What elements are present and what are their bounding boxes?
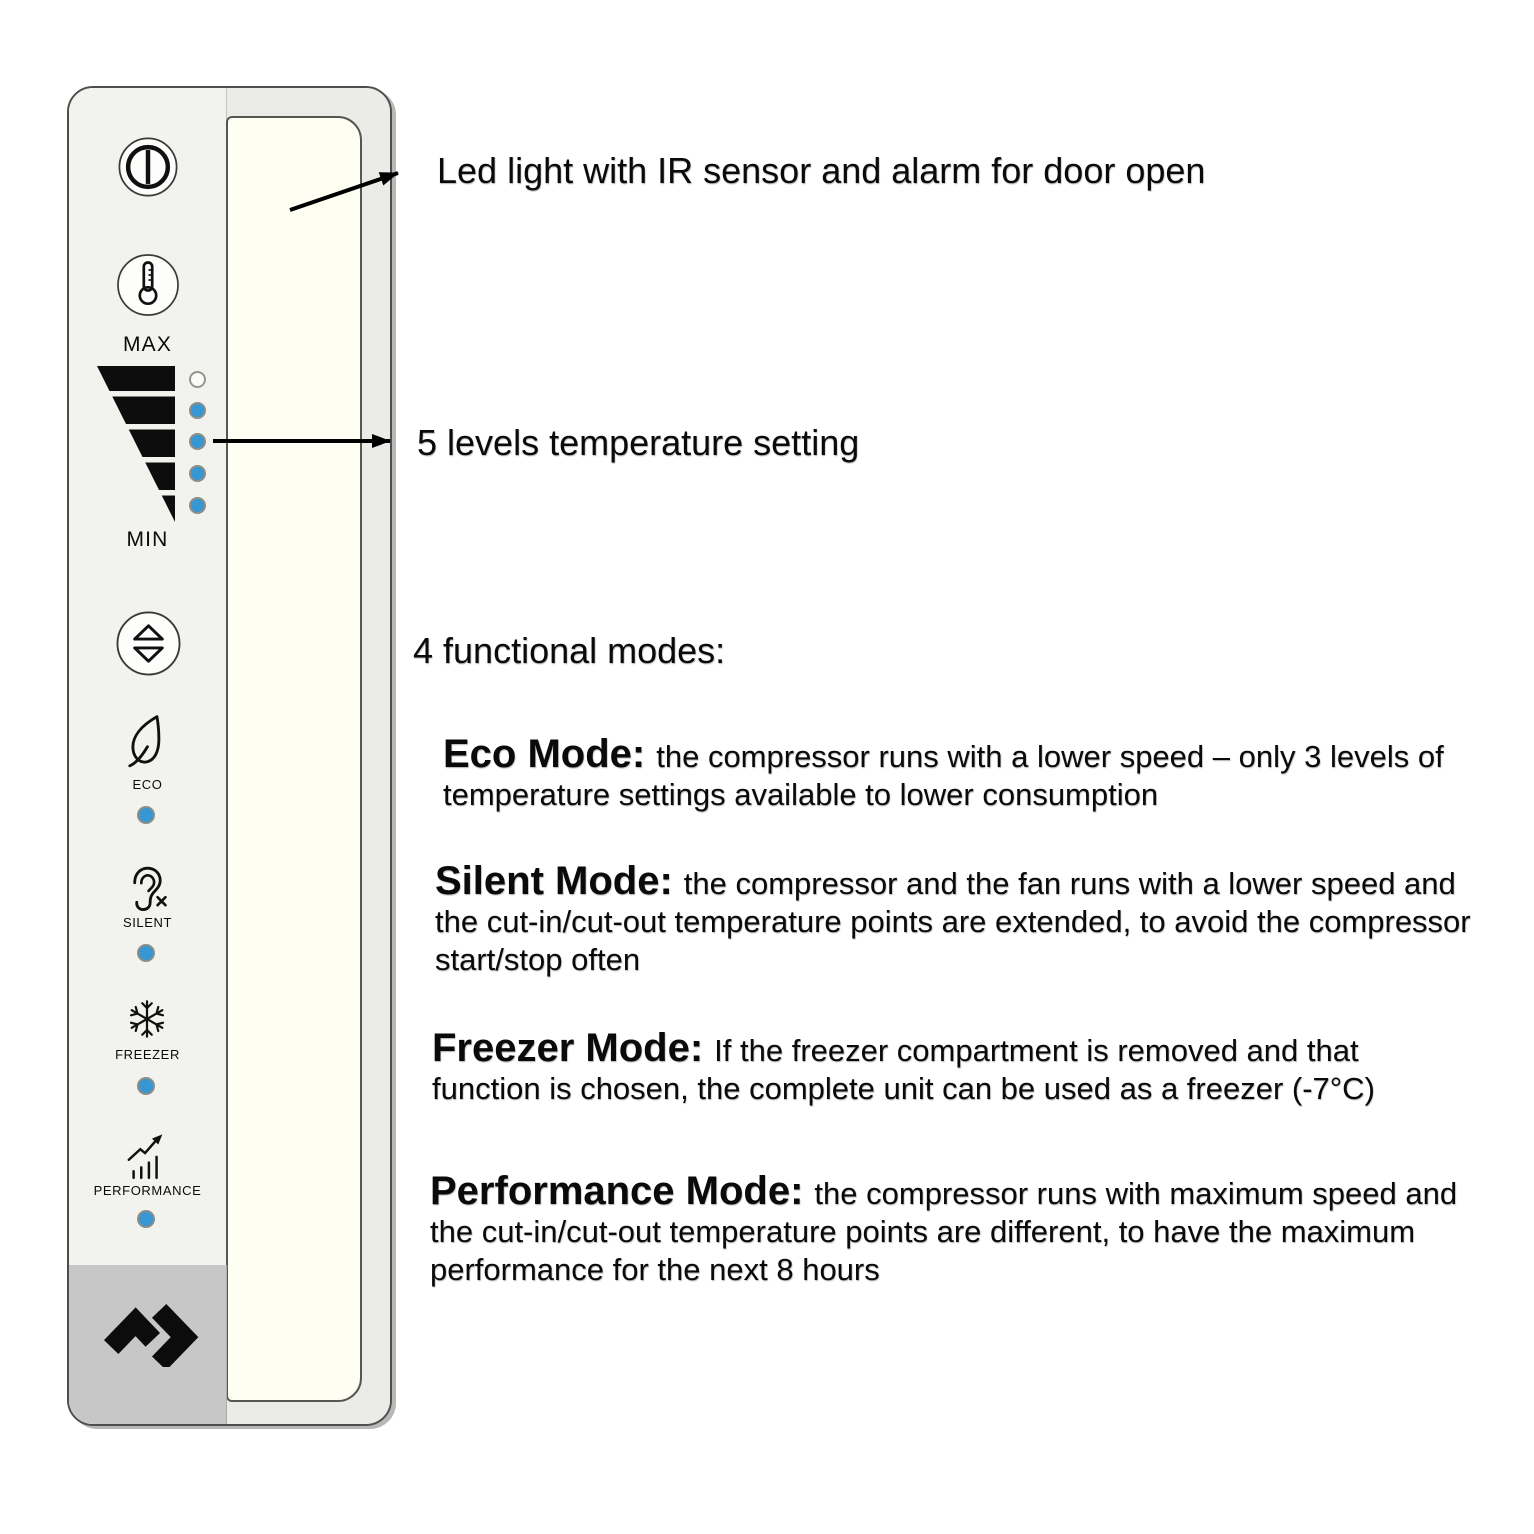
performance-mode-heading: Performance Mode: <box>430 1169 804 1213</box>
silent-mode-description <box>435 859 1475 979</box>
temp-max-label: MAX <box>122 333 173 356</box>
led-light-arrow <box>290 173 398 210</box>
silent-mode-heading: Silent Mode: <box>435 859 673 903</box>
eco-mode-body: the compressor runs with a lower speed – only 3 levels of temperature settings available to lower consumption <box>443 739 1444 812</box>
silent-mode-body: the compressor and the fan runs with a lower speed and the cut-in/cut-out temperature points are extended, to avoid the compressor start/stop often <box>435 866 1471 977</box>
modes-title: 4 functional modes: <box>413 630 726 671</box>
led-light-annotation: Led light with IR sensor and alarm for door open <box>437 150 1206 191</box>
freezer-mode-body: If the freezer compartment is removed and that function is chosen, the complete unit can be used as a freezer (-7°C) <box>432 1033 1375 1106</box>
performance-label: PERFORMANCE <box>93 1183 202 1198</box>
performance-mode-description <box>430 1169 1475 1289</box>
performance-mode-body: the compressor runs with maximum speed and the cut-in/cut-out temperature points are different, to have the maximum performance for the next 8 hours <box>430 1176 1458 1287</box>
eco-mode-heading: Eco Mode: <box>443 732 646 776</box>
silent-label: SILENT <box>122 915 173 930</box>
eco-mode-description <box>443 732 1503 814</box>
freezer-label: FREEZER <box>115 1047 180 1062</box>
freezer-mode-description <box>432 1026 1442 1108</box>
freezer-mode-heading: Freezer Mode: <box>432 1026 704 1070</box>
temp-setting-annotation: 5 levels temperature setting <box>417 422 860 463</box>
temp-min-label: MIN <box>126 528 169 551</box>
eco-label: ECO <box>132 777 163 792</box>
